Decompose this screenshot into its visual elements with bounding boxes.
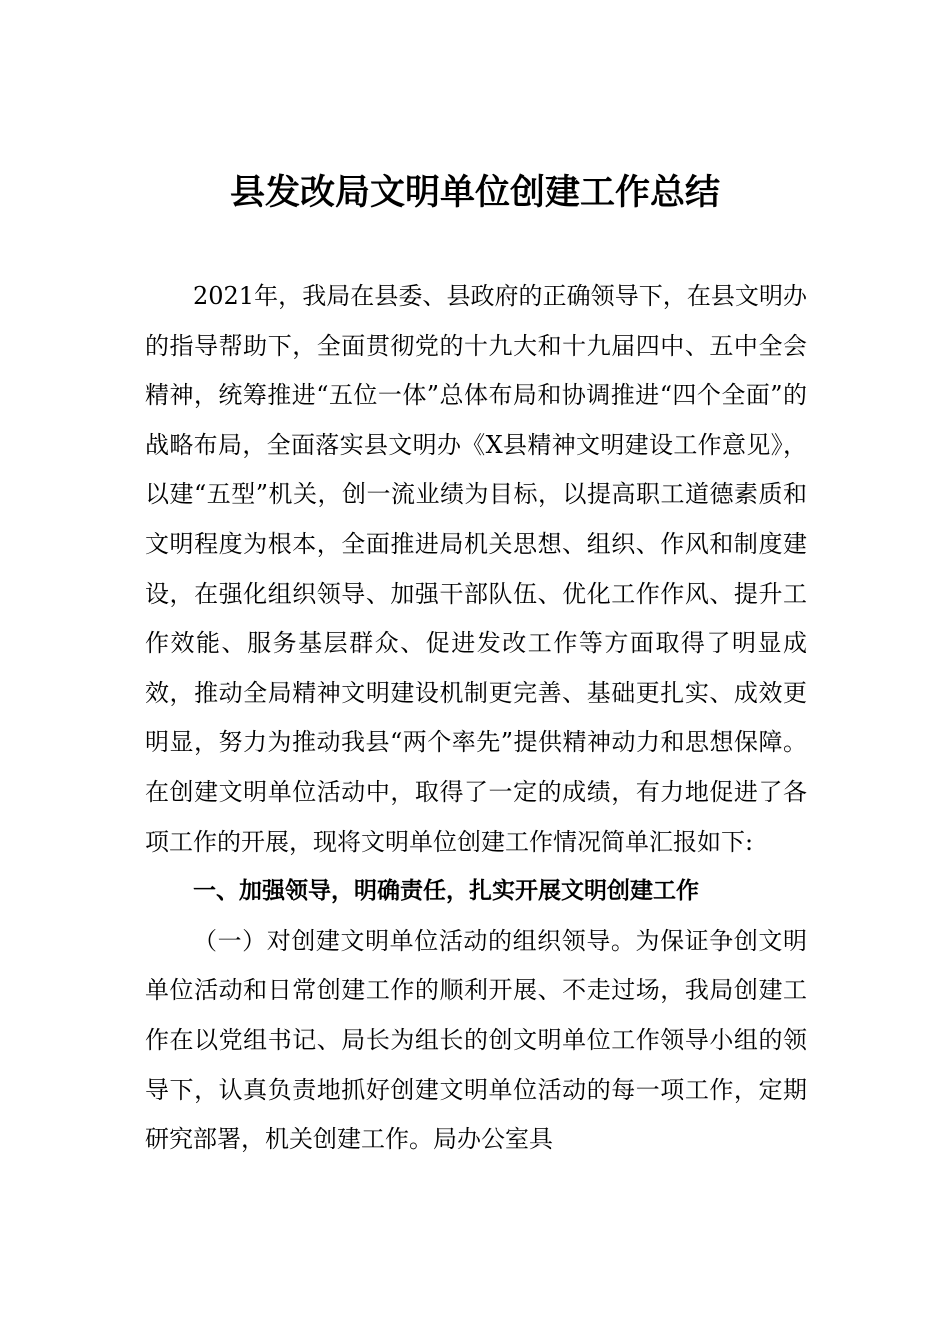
document-body (145, 272, 807, 1165)
section-heading: 一、加强领导，明确责任，扎实开展文明创建工作 (193, 878, 699, 905)
section-paragraph: （一）对创建文明单位活动的组织领导。为保证争创文明单位活动和日常创建工作的顺利开展、不走过场，我局创建工作在以党组书记、局长为组长的创文明单位工作领导小组的领导下，认真负责地抓好创建文明单位活动的每一项工作，定期研究部署，机关创建工作。局办公室具 (145, 926, 807, 1154)
intro-paragraph: 2021年，我局在县委、县政府的正确领导下，在县文明办的指导帮助下，全面贯彻党的十九大和十九届四中、五中全会精神，统筹推进“五位一体”总体布局和协调推进“四个全面”的战略布局，全面落实县文明办《X县精神文明建设工作意见》，以建“五型”机关，创一流业绩为目标，以提高职工道德素质和文明程度为根本，全面推进局机关思想、组织、作风和制度建设，在强化组织领导、加强干部队伍、优化工作作风、提升工作效能、服务基层群众、促进发改工作等方面取得了明显成效，推动全局精神文明建设机制更完善、基础更扎实、成效更明显，努力为推动我县“两个率先”提供精神动力和思想保障。在创建文明单位活动中，取得了一定的成绩，有力地促进了各项工作的开展，现将文明单位创建工作情况简单汇报如下: (145, 282, 807, 856)
document-title: 县发改局文明单位创建工作总结 (229, 172, 720, 213)
